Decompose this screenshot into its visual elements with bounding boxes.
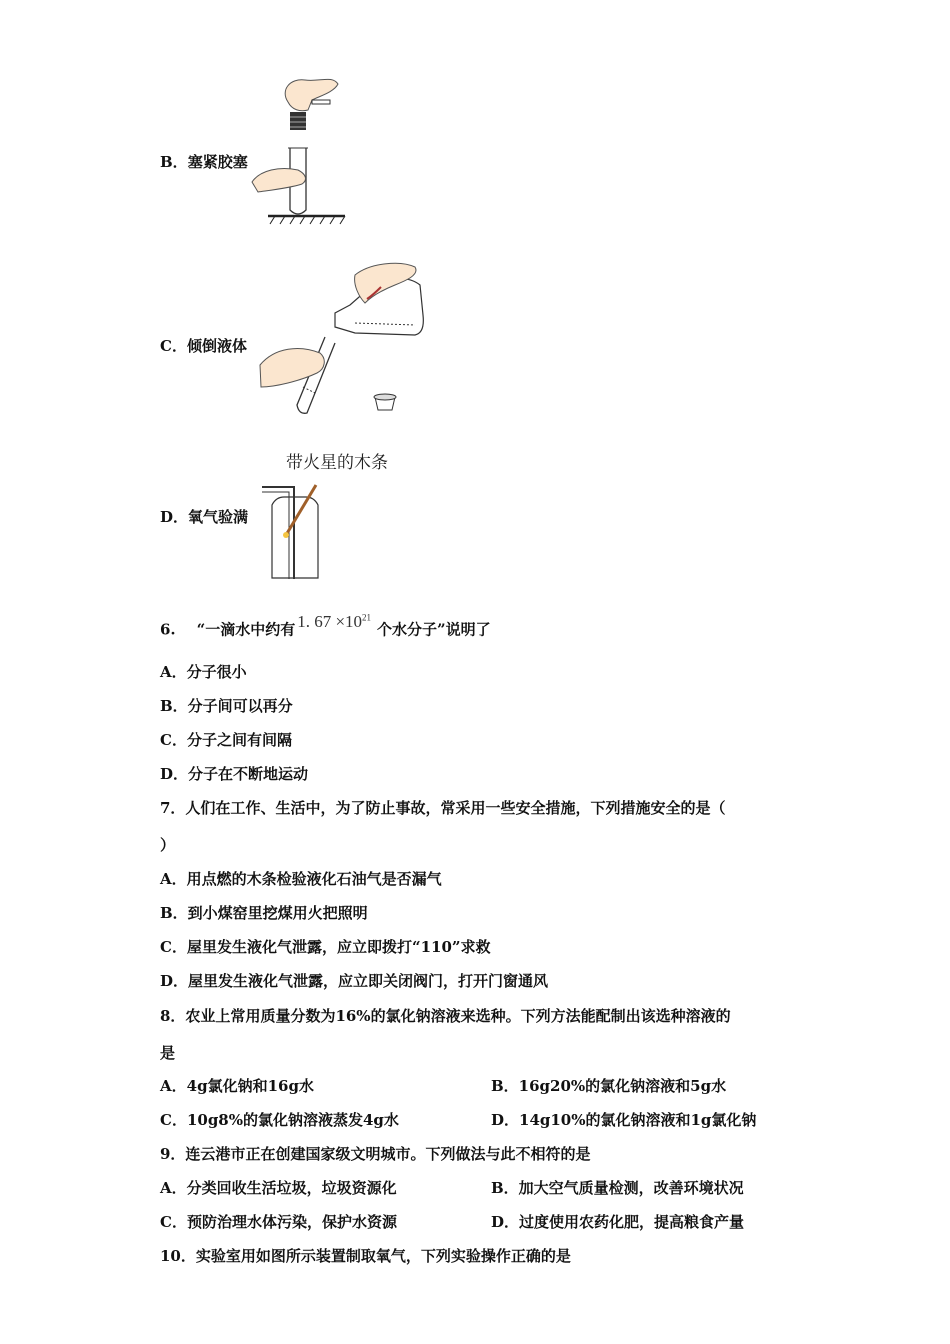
q8-stem-line2: 是 (160, 1044, 176, 1062)
q7-stem-line2: ） (160, 836, 176, 854)
sci-notation: 1. $67 \times 10^{21}$ (297, 611, 372, 631)
q6-stem: 6. “一滴水中约有 1. $67 \times 10^{21}$个水分子”说明了 (160, 611, 491, 639)
q6-option-b: B．分子间可以再分 (160, 697, 293, 715)
q9-option-c: C．预防治理水体污染，保护水资源 (160, 1213, 397, 1231)
q8-option-c: C．10g8%的氯化钠溶液蒸发4g水 (160, 1111, 399, 1129)
q6-option-d: D．分子在不断地运动 (160, 765, 309, 783)
q7-option-b: B．到小煤窑里挖煤用火把照明 (160, 904, 368, 922)
option-d-label: D．氧气验满 (160, 508, 249, 526)
q9-option-b: B．加大空气质量检测，改善环境状况 (491, 1179, 744, 1197)
q6-option-a: A．分子很小 (160, 663, 247, 681)
q8-option-a: A．4g氯化钠和16g水 (160, 1077, 314, 1095)
q8-option-b: B．16g20%的氯化钠溶液和5g水 (491, 1077, 727, 1095)
q7-option-d: D．屋里发生液化气泄露，应立即关闭阀门，打开门窗通风 (160, 972, 549, 990)
q7-option-a: A．用点燃的木条检验液化石油气是否漏气 (160, 870, 442, 888)
option-b-label: B．塞紧胶塞 (160, 153, 248, 171)
q9-stem: 9．连云港市正在创建国家级文明城市。下列做法与此不相符的是 (160, 1145, 591, 1163)
q7-stem-line1: 7．人们在工作、生活中，为了防止事故，常采用一些安全措施，下列措施安全的是（ (160, 799, 726, 817)
q6-option-c: C．分子之间有间隔 (160, 731, 292, 749)
oxygen-test-figure (258, 475, 328, 585)
q9-option-a: A．分类回收生活垃圾，垃圾资源化 (160, 1179, 397, 1197)
q8-stem-line1: 8．农业上常用质量分数为16%的氯化钠溶液来选种。下列方法能配制出该选种溶液的 (160, 1007, 731, 1025)
option-c-label: C．倾倒液体 (160, 337, 247, 355)
q7-option-c: C．屋里发生液化气泄露，应立即拨打“110”求救 (160, 938, 491, 956)
figure-caption: 带火星的木条 (286, 453, 388, 473)
q9-option-d: D．过度使用农药化肥，提高粮食产量 (491, 1213, 745, 1231)
stopper-tube-figure (250, 70, 360, 230)
pour-liquid-figure (255, 255, 430, 425)
q8-option-d: D．14g10%的氯化钠溶液和1g氯化钠 (491, 1111, 757, 1129)
q10-stem: 10．实验室用如图所示装置制取氧气，下列实验操作正确的是 (160, 1247, 571, 1265)
